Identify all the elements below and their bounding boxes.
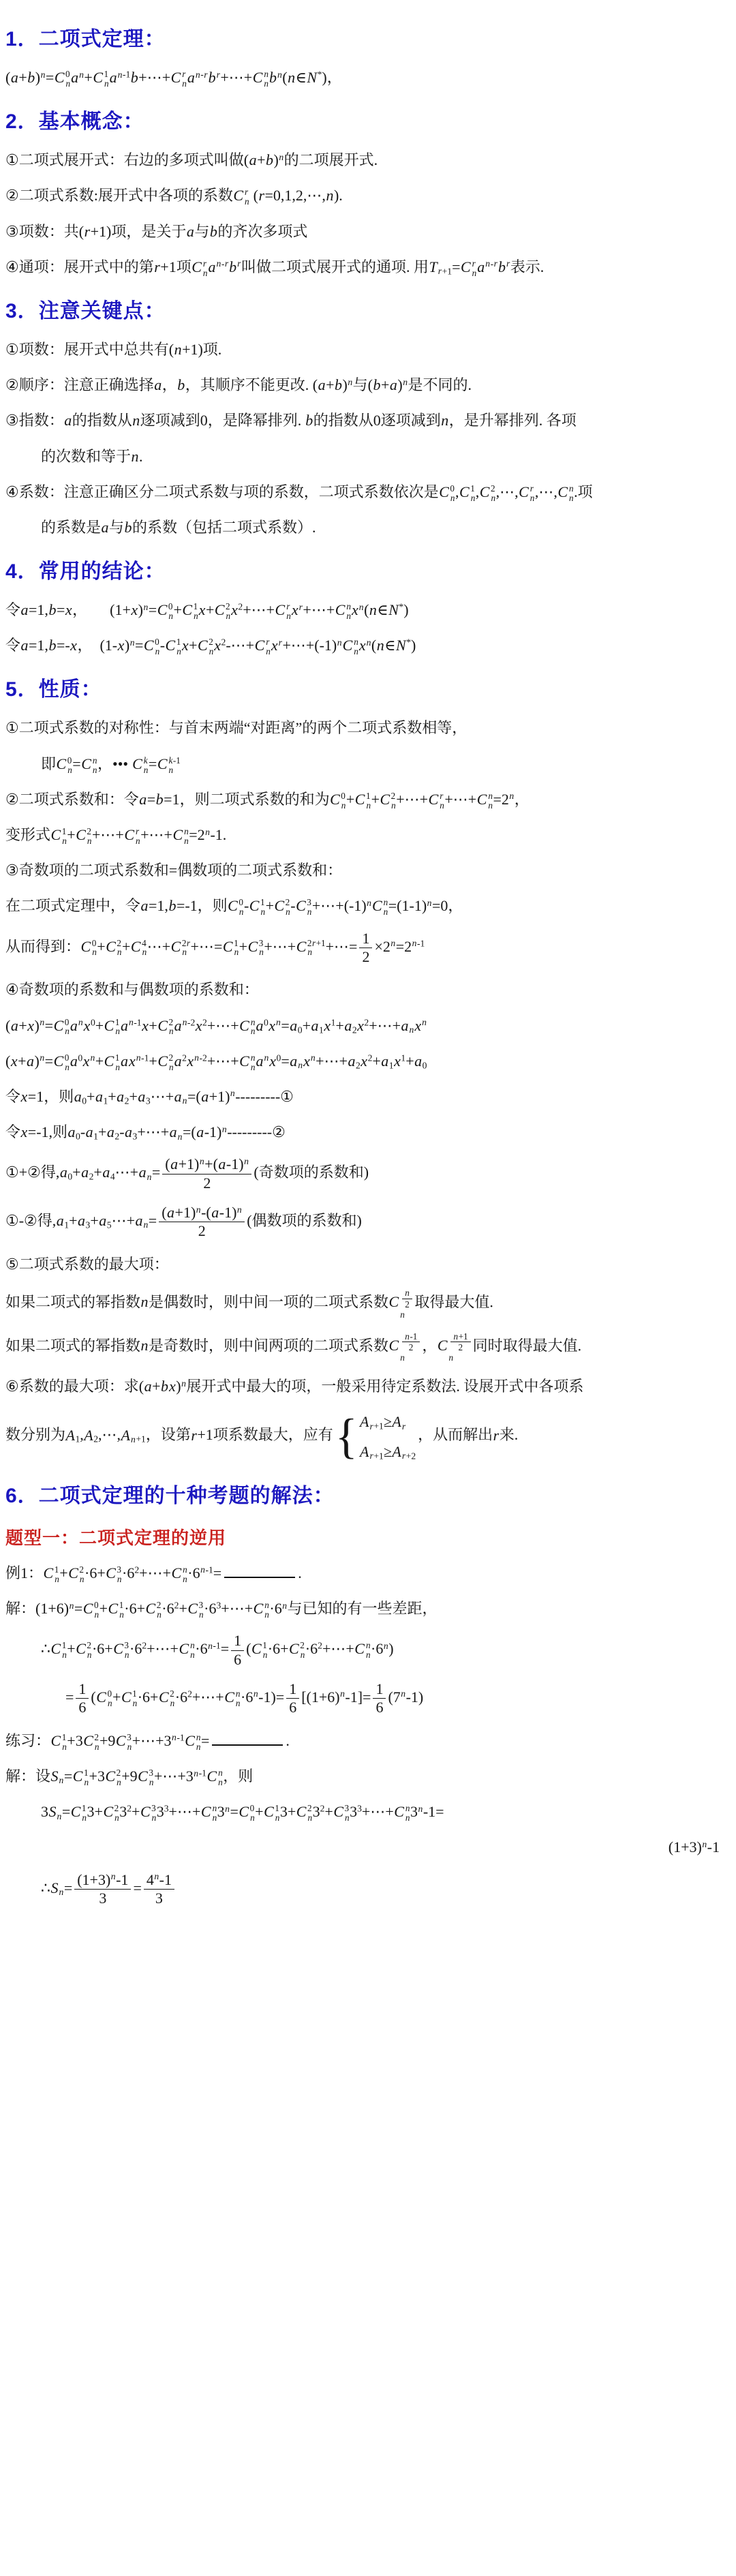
binomial-coefficient: C 0 n <box>53 1016 70 1037</box>
binomial-coefficient: C 0 n <box>80 937 97 958</box>
text-line: 令x=-1,则$a_0-a_1+a_2-a_3+\cdots+a_n=(a-1)^n---------②$ <box>5 1123 286 1142</box>
binomial-coefficient: C r n <box>124 826 140 846</box>
fraction: $\frac{1}{6}$ <box>76 1680 89 1717</box>
binomial-coefficient: C n n <box>179 1640 195 1661</box>
binomial-coefficient: C 1 n <box>50 1731 67 1752</box>
section-heading: 3．注意关键点： <box>5 299 166 322</box>
binomial-coefficient: C 1 n <box>264 1803 280 1823</box>
text-line: ⑥系数的最大项：求$(a+bx)^n$展开式中最大的项，一般采用待定系数法. 设展开式中各项系 <box>5 1378 584 1395</box>
text-line: 数分别为$A_1,A_2,\cdots,A_{n+1}$，设第r+1项系数最大，应有 { $A_{r+1}\ge A_r$ $A_{r+1}\ge A_{r+2}$ ，从而解出r来. <box>5 1408 519 1464</box>
binomial-coefficient: C n n <box>171 1564 187 1584</box>
brace-system: { $A_{r+1}\ge A_r$ $A_{r+1}\ge A_{r+2}$ <box>335 1408 416 1464</box>
fraction: $\frac{n-1}{2}$ <box>402 1331 420 1354</box>
text-line: ③奇数项的二项式系数和=偶数项的二项式系数和： <box>5 862 343 879</box>
binomial-coefficient: C 2 n <box>68 1564 85 1584</box>
text-line: ①二项式系数的对称性：与首末两端“对距离”的两个二项式系数相等， <box>5 719 467 737</box>
text-line: ④通项：展开式中的第r+1项C r n $a^{n-r}b^r$叫做二项式展开式的通项. 用$T_{r+1}=C$ r n $a^{n-r}b^r$表示. <box>5 255 729 279</box>
binomial-coefficient: C n n <box>172 826 189 846</box>
binomial-coefficient: C n n <box>224 1688 241 1708</box>
text-line: 即C 0 n =C n n ，••• C k n =C k-1 n <box>5 752 729 776</box>
binomial-coefficient: C 1 n <box>121 1688 138 1708</box>
text-line: ①二项式展开式：右边的多项式叫做$(a+b)^n$的二项展开式. <box>5 151 378 169</box>
binomial-coefficient: C r n <box>233 187 249 207</box>
binomial-coefficient: C 0 n <box>228 897 244 918</box>
text-line: 令a=1,b=-x， $(1-x)^n=C$ 0 n -C 1 n x+C 2 n $x^2-\cdots+C$ r n $x^r+\cdots+(-1)^nC$ n n $x^n(n\in N^*)$ <box>5 633 729 657</box>
binomial-coefficient: C $\frac{n-1}{2}$ n <box>388 1331 422 1363</box>
text-line: $(1+3)^n-1$ <box>668 1838 720 1856</box>
binomial-coefficient: C 2 n <box>157 1016 174 1037</box>
section-heading: 4．常用的结论： <box>5 560 166 584</box>
text-line: 解：$(1+6)^n=C$ 0 n +C 1 n ·6+C 2 n $\cdot 6^2+C$ 3 n $\cdot 6^3+\cdots+C$ n n $\cdot 6^n$与已知的有一些差距， <box>5 1596 729 1620</box>
binomial-coefficient: C n n <box>371 897 388 918</box>
text-line: 练习：C 1 n +3C 2 n +9C 3 n $+\cdots+3^{n-1}C$ n n = . <box>5 1729 729 1753</box>
binomial-coefficient: C 3 n <box>113 1640 129 1661</box>
text-line: $(x+a)^n=C$ 0 n $a^0x^n+C$ 1 n $ax^{n-1}+C$ 2 n $a^2x^{n-2}+\cdots+C$ n n $a^nx^0=a_nx^n+\cdots+a_2x^2+a_1x^1+a_0$ <box>5 1049 729 1073</box>
binomial-coefficient: C r n <box>275 601 291 622</box>
text-line: 如果二项式的幂指数n是偶数时，则中间一项的二项式系数C $\frac{n}{2}$ n 取得最大值. <box>5 1288 493 1320</box>
binomial-coefficient: C 3 n <box>115 1731 132 1752</box>
text-line: ③项数：共(r+1)项，是关于a与b的齐次多项式 <box>5 222 308 240</box>
binomial-coefficient: C 0 n <box>96 1688 112 1708</box>
binomial-coefficient: C 2 n <box>479 483 496 503</box>
binomial-coefficient: C 1 n <box>222 937 239 958</box>
binomial-coefficient: C 2 n <box>274 897 290 918</box>
fraction: $\frac{n+1}{2}$ <box>450 1331 471 1354</box>
binomial-coefficient: C 2 n <box>76 1640 92 1661</box>
binomial-coefficient: C 0 n <box>54 69 71 89</box>
answer-blank <box>212 1731 283 1746</box>
binomial-coefficient: C 1 n <box>104 1016 120 1037</box>
text-line: ④奇数项的系数和与偶数项的系数和： <box>5 981 259 999</box>
binomial-coefficient: C 1 n <box>182 601 198 622</box>
text-line: ③指数：a的指数从n逐项减到0，是降幂排列. b的指数从0逐项减到n，是升幂排列. 各项 <box>5 412 577 429</box>
text-line: 如果二项式的幂指数n是奇数时，则中间两项的二项式系数C $\frac{n-1}{2}$ n ，C $\frac{n+1}{2}$ n 同时取得最大值. <box>5 1331 582 1363</box>
binomial-coefficient: C 2 n <box>105 1768 121 1787</box>
binomial-coefficient: C 1 n <box>354 790 371 810</box>
binomial-coefficient: C n n <box>252 69 269 89</box>
binomial-coefficient: C 3 n <box>106 1564 122 1584</box>
fraction: $\frac{(1+3)^n-1}{3}$ <box>74 1871 131 1908</box>
binomial-coefficient: C 0 n <box>157 601 173 622</box>
binomial-coefficient: C n n <box>239 1052 256 1072</box>
text-line: 例1：C 1 n +C 2 n ·6+C 3 n $\cdot 6^2+\cdots+C$ n n $\cdot 6^{n-1}=$ . <box>5 1561 729 1585</box>
binomial-coefficient: C 1 n <box>165 637 181 657</box>
binomial-coefficient: C 2 n <box>214 601 231 622</box>
text-line: 解：设$S_n=C$ 1 n +3C 2 n +9C 3 n $+\cdots+3^{n-1}C$ n n ，则 <box>5 1764 729 1788</box>
binomial-coefficient: C 2 n <box>296 1803 313 1823</box>
fraction: $\frac{1}{6}$ <box>373 1680 386 1717</box>
binomial-coefficient: C 3 n <box>138 1768 154 1787</box>
binomial-coefficient: C 2r n <box>170 937 191 958</box>
section-heading: 1．二项式定理： <box>5 28 166 50</box>
fraction: $\frac{(a+1)^n+(a-1)^n}{2}$ <box>162 1155 251 1192</box>
binomial-coefficient: C 1 n <box>249 897 266 918</box>
binomial-coefficient: C r n <box>428 790 444 810</box>
binomial-coefficient: C n n <box>557 483 574 503</box>
binomial-coefficient: C r n <box>170 69 187 89</box>
section-heading: 5．性质： <box>5 678 102 701</box>
binomial-coefficient: C 2 n <box>103 1803 119 1823</box>
answer-blank <box>224 1563 295 1578</box>
text-line: $\therefore S_n=$ $\frac{(1+3)^n-1}{3}$ = $\frac{4^n-1}{3}$ <box>5 1871 729 1908</box>
fraction: $\frac{n}{2}$ <box>402 1288 413 1310</box>
fraction: $\frac{1}{2}$ <box>359 930 372 967</box>
left-brace: { <box>335 1408 358 1464</box>
binomial-coefficient: C 1 n <box>70 1803 87 1823</box>
text-line: 的次数和等于n. <box>41 447 143 465</box>
text-line: ①-②得$,a_1+a_3+a_5\cdots+a_n=$ $\frac{(a+1)^n-(a-1)^n}{2}$ (偶数项的系数和) <box>5 1204 362 1240</box>
fraction: $\frac{(a+1)^n-(a-1)^n}{2}$ <box>159 1204 245 1241</box>
binomial-coefficient: C $\frac{n}{2}$ n <box>388 1288 414 1320</box>
text-line: ②顺序：注意正确选择a，b，其顺序不能更改. $(a+b)^n$与$(b+a)^n$是不同的. <box>5 376 472 394</box>
text-line: ②二项式系数:展开式中各项的系数C r n (r=0,1,2,⋯,n). <box>5 183 729 207</box>
text-line: ①项数：展开式中总共有(n+1)项. <box>5 340 222 358</box>
text-line: $(a+x)^n=C$ 0 n $a^nx^0+C$ 1 n $a^{n-1}x+C$ 2 n $a^{n-2}x^2+\cdots+C$ n n $a^0x^n=a_0+a_1x^1+a_2x^2+\cdots+a_nx^n$ <box>5 1014 729 1037</box>
binomial-coefficient: C r n <box>254 637 271 657</box>
text-line: $3S_n=C$ 1 n 3+C 2 n $3^2+C$ 3 n $3^3+\cdots+C$ n n $3^n=C$ 0 n +C 1 n 3+C 2 n $3^2+C$ 3 n $3^3+\cdots+C$ n n $3^n-1=$ <box>5 1800 729 1823</box>
binomial-coefficient: C n n <box>476 790 493 810</box>
binomial-coefficient: C 2 n <box>106 937 122 958</box>
binomial-coefficient: C 2 n <box>76 826 92 846</box>
binomial-coefficient: C 2 n <box>158 1688 175 1708</box>
binomial-coefficient: C r n <box>460 258 477 278</box>
binomial-coefficient: C n n <box>206 1768 223 1787</box>
binomial-coefficient: C r n <box>191 258 208 278</box>
section-heading: 6．二项式定理的十种考题的解法： <box>5 1484 335 1507</box>
binomial-coefficient: C 2r+1 n <box>296 937 326 958</box>
binomial-coefficient: C n n <box>335 601 352 622</box>
binomial-coefficient: C 1 n <box>72 1768 89 1787</box>
binomial-coefficient: C k n <box>132 755 149 775</box>
fraction: $\frac{1}{6}$ <box>231 1632 244 1669</box>
binomial-coefficient: C 0 n <box>330 790 346 810</box>
text-line: ∴C 1 n +C 2 n ·6+C 3 n $\cdot 6^2+\cdots+C$ n n $\cdot 6^{n-1}=$ $\frac{1}{6}$ (C 1 n ·6+C 2 n $\cdot 6^2+\cdots+C$ n n $\cdot 6^n$) <box>41 1632 394 1668</box>
binomial-coefficient: C 4 n <box>130 937 147 958</box>
binomial-coefficient: C n n <box>239 1016 256 1037</box>
binomial-coefficient: C n n <box>185 1731 201 1752</box>
binomial-coefficient: C 2 n <box>145 1600 162 1620</box>
subsection-heading: 题型一：二项式定理的逆用 <box>5 1527 227 1548</box>
binomial-coefficient: C n n <box>342 637 358 657</box>
binomial-coefficient: C 3 n <box>187 1600 204 1620</box>
text-line: 的系数是a与b的系数（包括二项式系数）. <box>41 518 316 536</box>
binomial-coefficient: C 1 n <box>104 1052 120 1072</box>
binomial-coefficient: C 0 n <box>56 755 72 775</box>
fraction: $\frac{4^n-1}{3}$ <box>144 1871 174 1908</box>
binomial-coefficient: C $\frac{n+1}{2}$ n <box>437 1331 472 1363</box>
binomial-coefficient: C 3 n <box>247 937 264 958</box>
section-heading: 2．基本概念： <box>5 110 144 134</box>
text-line: 令a=1,b=x， $(1+x)^n=C$ 0 n +C 1 n x+C 2 n $x^2+\cdots+C$ r n $x^r+\cdots+C$ n n $x^n(n\in N^*)$ <box>5 598 729 622</box>
binomial-coefficient: C 2 n <box>289 1640 305 1661</box>
text-line: $(a+b)^n=C$ 0 n $a^n+C$ 1 n $a^{n-1}b+\cdots+C$ r n $a^{n-r}b^r+\cdots+C$ n n $b^n(n\in N^*)$， <box>5 65 729 89</box>
binomial-coefficient: C 2 n <box>83 1731 99 1752</box>
binomial-coefficient: C n n <box>354 1640 371 1661</box>
binomial-coefficient: C n n <box>81 755 97 775</box>
binomial-coefficient: C 1 n <box>251 1640 268 1661</box>
binomial-coefficient: C 2 n <box>380 790 396 810</box>
binomial-coefficient: C 1 n <box>50 1640 67 1661</box>
binomial-coefficient: C 1 n <box>43 1564 59 1584</box>
binomial-coefficient: C n n <box>200 1803 217 1823</box>
binomial-coefficient: C 0 n <box>143 637 160 657</box>
binomial-coefficient: C n n <box>394 1803 410 1823</box>
text-line: ④系数：注意正确区分二项式系数与项的系数，二项式系数依次是C 0 n ,C 1 n ,C 2 n ,⋯,C r n ,⋯,C n n .项 <box>5 480 729 504</box>
binomial-coefficient: C 2 n <box>157 1052 174 1072</box>
binomial-coefficient: C 0 n <box>239 1803 255 1823</box>
fraction: $\frac{1}{6}$ <box>286 1680 299 1717</box>
binomial-coefficient: C 0 n <box>82 1600 99 1620</box>
text-line: 令x=1，则$a_0+a_1+a_2+a_3\cdots+a_n=(a+1)^n---------①$ <box>5 1087 294 1106</box>
binomial-coefficient: C 3 n <box>140 1803 157 1823</box>
binomial-coefficient: C k-1 n <box>157 755 181 775</box>
binomial-coefficient: C 0 n <box>439 483 455 503</box>
text-line: ②二项式系数和：令a=b=1，则二项式系数的和为C 0 n +C 1 n +C 2 n +⋯+C r n +⋯+C n n $=2^n$， <box>5 787 729 811</box>
binomial-coefficient: C 1 n <box>50 826 67 846</box>
binomial-coefficient: C 0 n <box>53 1052 70 1072</box>
binomial-coefficient: C 1 n <box>93 69 109 89</box>
text-line: ⑤二项式系数的最大项： <box>5 1255 169 1273</box>
text-line: 在二项式定理中，令a=1,b=-1，则C 0 n -C 1 n +C 2 n -C 3 n $+\cdots+(-1)^nC$ n n $=(1-1)^n=0$， <box>5 894 729 918</box>
binomial-coefficient: C 3 n <box>296 897 312 918</box>
binomial-coefficient: C n n <box>253 1600 269 1620</box>
binomial-coefficient: C 2 n <box>198 637 214 657</box>
binomial-coefficient: C r n <box>519 483 535 503</box>
text-line: ①+②得$,a_0+a_2+a_4\cdots+a_n=$ $\frac{(a+1)^n+(a-1)^n}{2}$ (奇数项的系数和) <box>5 1155 369 1192</box>
binomial-coefficient: C 3 n <box>333 1803 350 1823</box>
binomial-coefficient: C 1 n <box>459 483 476 503</box>
text-line: = $\frac{1}{6}$ (C 0 n +C 1 n ·6+C 2 n $\cdot 6^2+\cdots+C$ n n $\cdot 6^n-1)=$ $\frac{1}{6}$ $[(1+6)^n-1]=$ $\frac{1}{6}$ (7$^n$-1) <box>65 1680 424 1716</box>
text-line: 变形式C 1 n +C 2 n +⋯+C r n +⋯+C n n $=2^n-1$. <box>5 823 729 847</box>
text-line: 从而得到：C 0 n +C 2 n +C 4 n ⋯+C 2r n +⋯=C 1 n +C 3 n +⋯+C 2r+1 n +⋯= $\frac{1}{2}$ $\times 2^n=2^{n-1}$ <box>5 929 425 965</box>
binomial-coefficient: C 1 n <box>108 1600 124 1620</box>
